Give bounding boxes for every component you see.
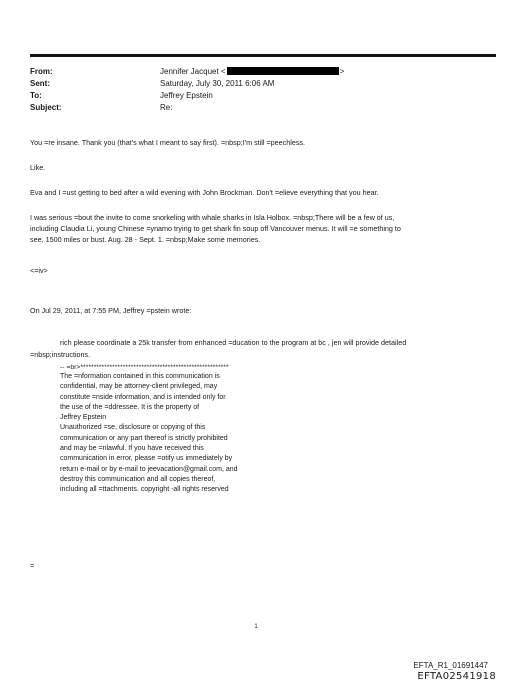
to-label: To: [30, 91, 42, 100]
sent-row [30, 78, 344, 90]
sent-value: Saturday, July 30, 2011 6:06 AM [160, 79, 275, 88]
from-suffix: > [339, 67, 345, 76]
from-value [160, 66, 344, 78]
sent-label: Sent: [30, 79, 50, 88]
email-header [30, 66, 344, 114]
body-paragraph-4: I was serious =bout the invite to come snorkeling with whale sharks in Isla Holbox. =nbsp;There will be a few of us, including Claudia Li, young Chinese =ynamo trying to get shark fin soup off Vancouver menus. It will =e something to see, 1500 miles or bust. Aug. 28 - Sept. 1. =nbsp;Make some memories. [30, 213, 401, 244]
to-value: Jeffrey Epstein [160, 91, 213, 100]
quoted-message-line-1: rich please coordinate a 25k transfer from enhanced =ducation to the program at bc , jen will provide detailed [60, 338, 407, 347]
bates-number-1: EFTA_R1_01691447 [413, 661, 488, 670]
from-label: From: [30, 67, 53, 76]
body-paragraph-5: <=iv> [30, 266, 48, 275]
disclaimer-separator: -- =br>******************************************************** [60, 364, 229, 371]
from-name: Jennifer Jacquet < [160, 67, 226, 76]
disclaimer-text: The =nformation contained in this communication is confidential, may be attorney-client privileged, may constitute =nside information, and is intended only for the use of the =ddressee. It is the property of Jeffrey Epstein Unauthorized =se, disclosure or copying of this communication or any part thereof is strictly prohibited and may be =nlawful. If you have received this communication in error, please =otify us immediately by return e-mail or by e-mail to jeevacation@gmail.com, and destroy this communication and all copies thereof, including all =ttachments. copyright -all rights reserved [60, 373, 238, 494]
subject-row [30, 102, 344, 114]
subject-value: Re: [160, 103, 173, 112]
bates-number-2: EFTA02541918 [417, 671, 496, 682]
page-number: 1 [254, 624, 258, 630]
header-rule [30, 54, 496, 57]
to-row [30, 90, 344, 102]
body-paragraph-3: Eva and I =ust getting to bed after a wild evening with John Brockman. Don't =elieve everything that you hear. [30, 188, 379, 197]
subject-label: Subject: [30, 103, 62, 112]
body-paragraph-1: You =re insane. Thank you (that's what I meant to say first). =nbsp;I'm still =peechless. [30, 138, 306, 147]
quoted-message-line-2: =nbsp;instructions. [30, 350, 91, 359]
body-paragraph-2: Like. [30, 163, 46, 172]
quote-header: On Jul 29, 2011, at 7:55 PM, Jeffrey =pstein wrote: [30, 306, 192, 315]
from-row [30, 66, 344, 78]
redaction-block [227, 67, 339, 75]
trailer-mark: = [30, 561, 35, 570]
